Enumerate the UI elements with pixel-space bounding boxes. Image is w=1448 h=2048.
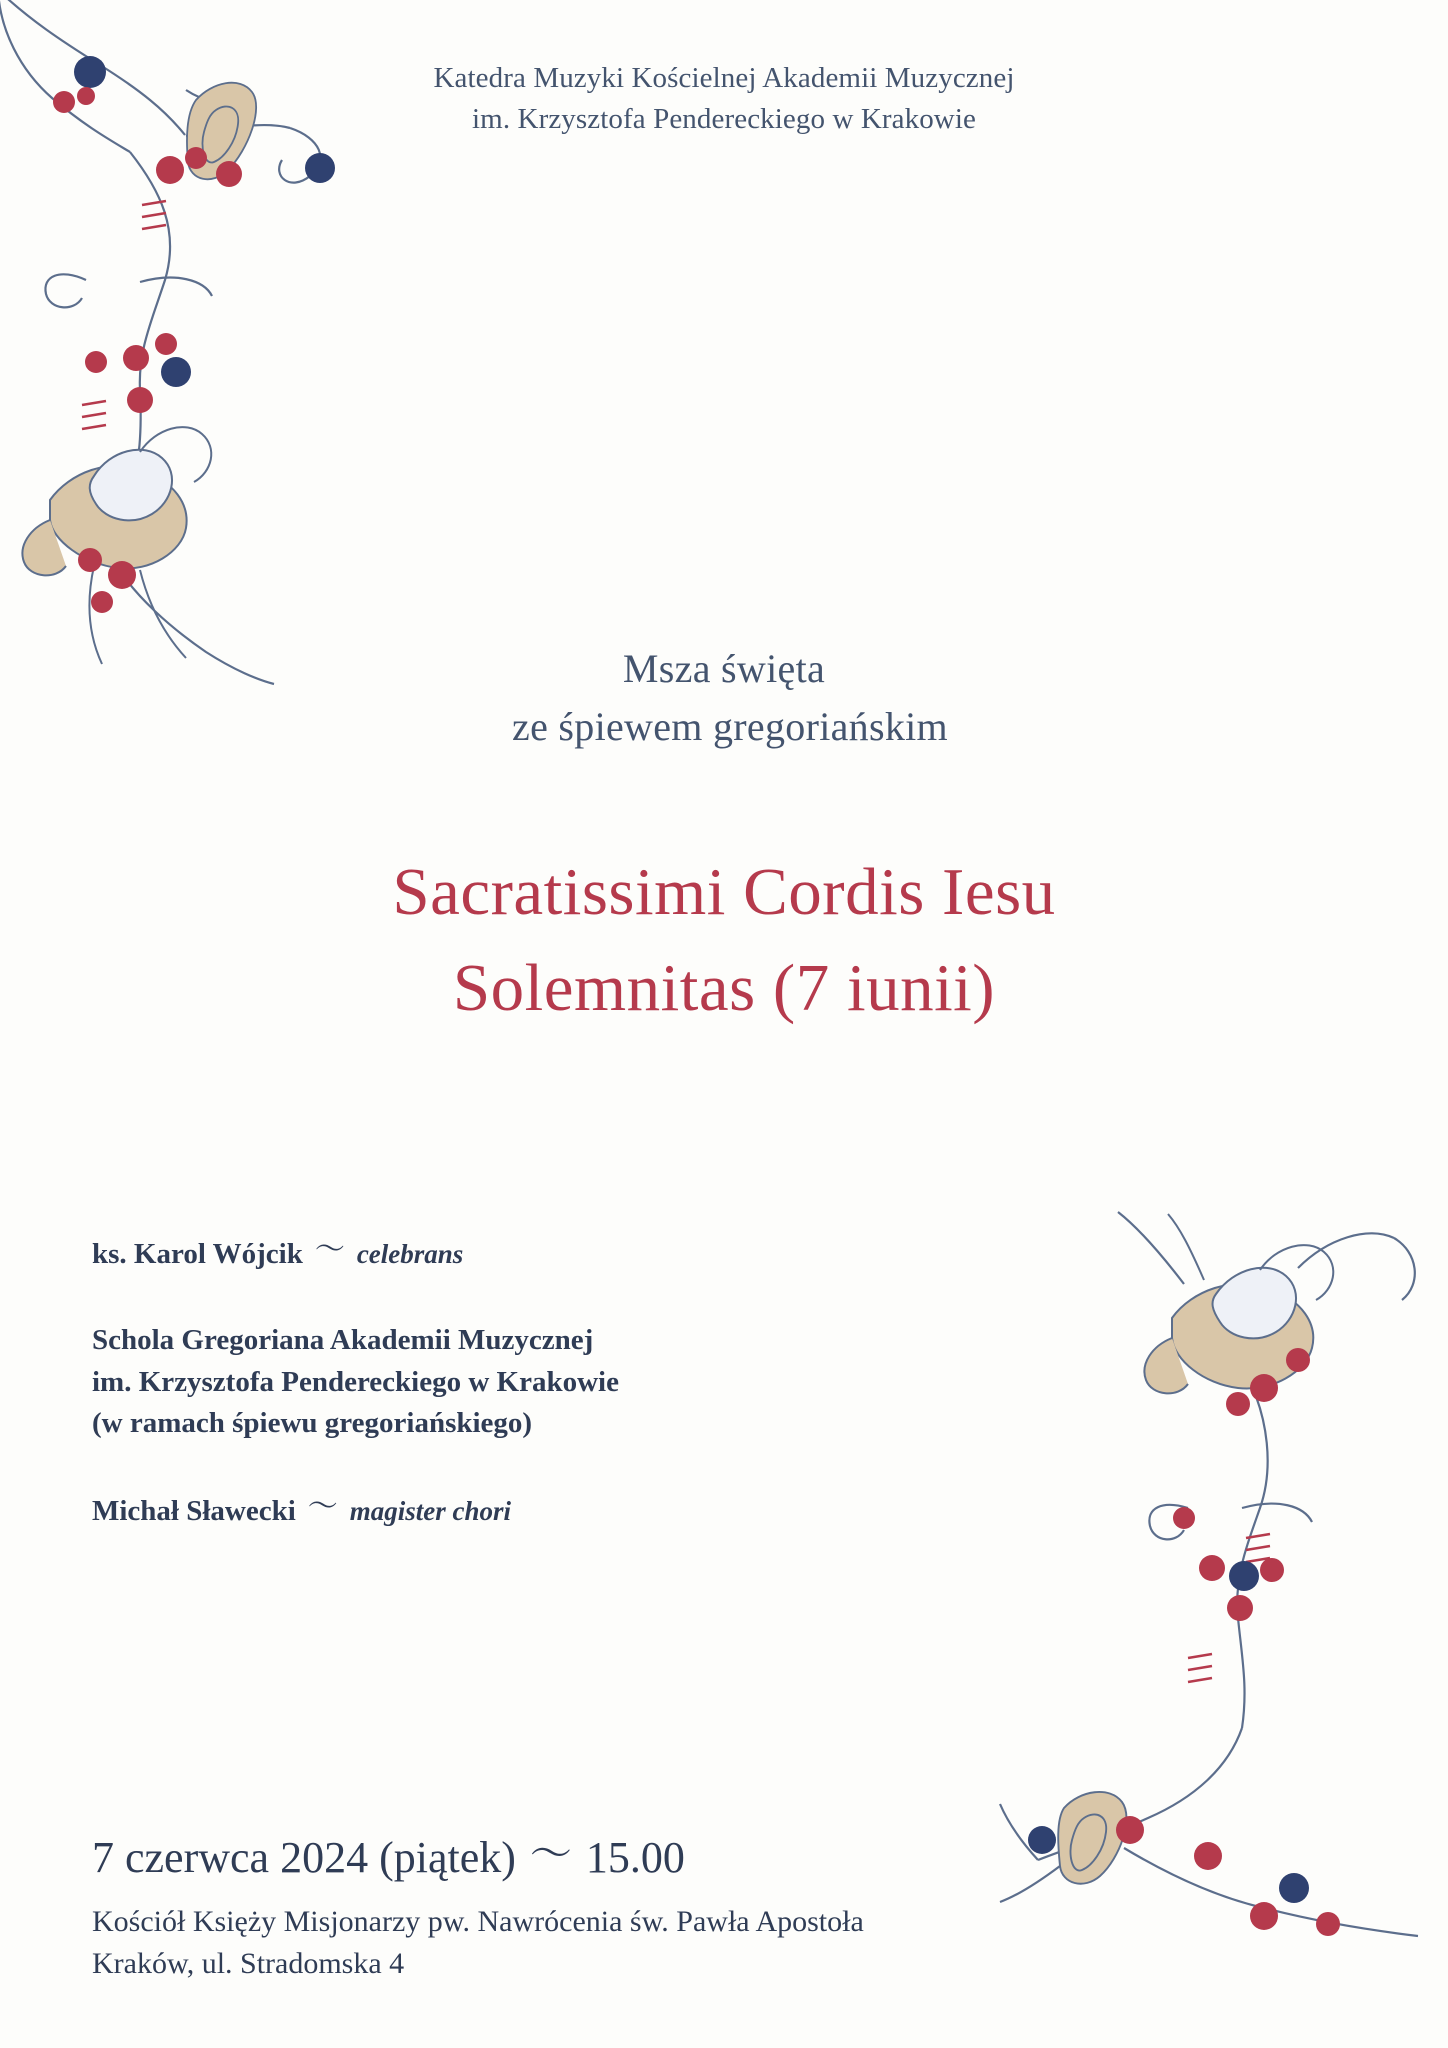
footer-details [92,1829,1152,1986]
tilde-separator-icon: 〜 [307,1490,338,1523]
venue-line-1: Kościół Księży Misjonarzy pw. Nawrócenia św. Pawła Apostoła [92,1904,864,1938]
credit-magister-chori [92,1489,852,1533]
title-line-1: Sacratissimi Cordis Iesu [392,855,1056,929]
event-date: 7 czerwca 2024 (piątek) [92,1833,516,1883]
venue-line-2: Kraków, ul. Stradomska 4 [92,1947,405,1981]
page-title [0,845,1448,1037]
magister-role: magister chori [349,1496,512,1526]
credits-section [92,1232,852,1533]
tilde-separator-icon: 〜 [314,1233,345,1266]
credit-line [92,1489,852,1533]
magister-name: Michał Sławecki [92,1495,296,1527]
subtitle-line-1: Msza święta [622,646,826,691]
title-line-2: Solemnitas (7 iunii) [452,950,996,1025]
event-subtitle [0,640,1448,756]
celebrant-name: ks. Karol Wójcik [92,1238,303,1270]
event-datetime [92,1829,1152,1887]
event-time: 15.00 [585,1833,685,1883]
tilde-separator-icon: 〜 [529,1832,572,1879]
credit-line [92,1232,852,1276]
subtitle-line-2: ze śpiewem gregoriańskim [512,704,948,749]
schola-line-2: im. Krzysztofa Pendereckiego w Krakowie [92,1365,619,1398]
credit-celebrant [92,1232,852,1276]
institution-line-2: im. Krzysztofa Pendereckiego w Krakowie [472,103,976,136]
institution-header [0,58,1448,140]
institution-line-1: Katedra Muzyki Kościelnej Akademii Muzycznej [433,62,1015,94]
schola-line-1: Schola Gregoriana Akademii Muzycznej [92,1323,594,1356]
credit-schola [92,1320,852,1445]
schola-line-3: (w ramach śpiewu gregoriańskiego) [92,1407,533,1440]
event-venue [92,1901,1152,1986]
celebrant-role: celebrans [356,1239,464,1269]
